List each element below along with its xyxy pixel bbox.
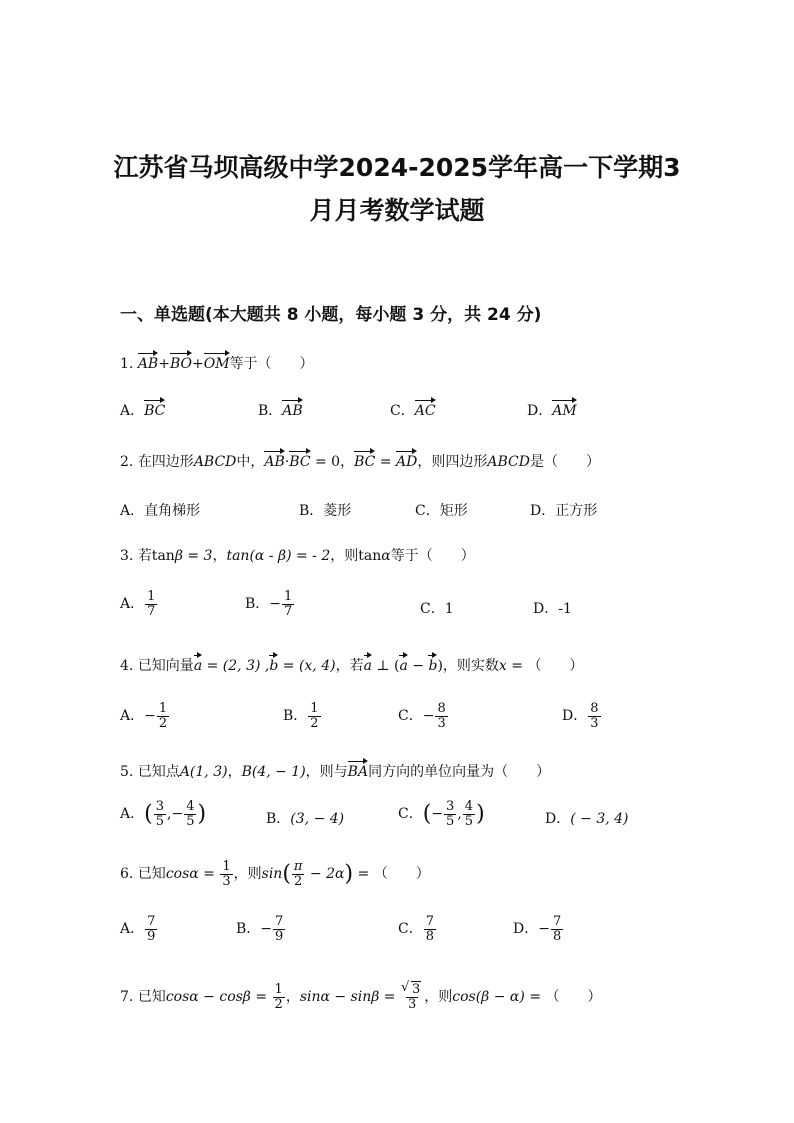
- option-1b: B．AB: [258, 397, 303, 420]
- option-2a: A．直角梯形: [120, 503, 201, 519]
- vector-bc: BC: [144, 397, 165, 419]
- option-5d: D．( − 3, 4): [545, 811, 629, 827]
- question-2: 2. 在四边形ABCD中，AB·BC = 0，BC = AD，则四边形ABCD是（ ）: [120, 448, 600, 471]
- option-2d: D．正方形: [530, 503, 598, 519]
- vector-ac: AC: [415, 397, 436, 419]
- question-5: 5. 已知点A(1, 3)，B(4, − 1)，则与BA同方向的单位向量为（ ）: [120, 758, 550, 781]
- option-4d: D． $\frac{8}{3}$: [562, 701, 599, 731]
- question-stem: 等于（ ）: [229, 356, 314, 372]
- option-4c: C．− $\frac{8}{3}$: [398, 701, 446, 731]
- question-number: 1.: [120, 356, 134, 372]
- option-4b: B． $\frac{1}{2}$: [283, 701, 319, 731]
- option-1a: A．BC: [120, 397, 165, 420]
- document-title-line1: 江苏省马坝高级中学2024-2025学年高一下学期3: [113, 153, 681, 182]
- option-5a: A．( $\frac{3}{5}$ ,− $\frac{4}{5}$ ): [120, 799, 207, 829]
- question-6: 6. 已知cosα = $\frac{1}{3}$ ，则sin( $\frac{\pi}{2}$ − 2α) = （ ）: [120, 859, 430, 889]
- option-3a: A． $\frac{1}{7}$: [120, 589, 156, 619]
- option-5b: B．(3, − 4): [266, 811, 345, 827]
- vector-ab: AB: [138, 350, 158, 372]
- option-6d: D．− $\frac{7}{8}$: [513, 914, 562, 944]
- vector-am: AM: [552, 397, 576, 419]
- vector-ab: AB: [282, 397, 302, 419]
- option-6b: B．− $\frac{7}{9}$: [236, 914, 284, 944]
- option-3b: B．− $\frac{1}{7}$: [245, 589, 293, 619]
- option-5c: C．(− $\frac{3}{5}$ , $\frac{4}{5}$ ): [398, 799, 485, 829]
- option-6c: C． $\frac{7}{8}$: [398, 914, 434, 944]
- question-7: 7. 已知cosα − cosβ = $\frac{1}{2}$ ，sinα − sinβ = √ $\frac{3}{3}$ ，则cos(β − α) = （ ）: [120, 983, 601, 1011]
- vector-om: OM: [204, 350, 230, 372]
- option-6a: A． $\frac{7}{9}$: [120, 914, 156, 944]
- option-2c: C．矩形: [415, 503, 468, 519]
- question-1: 1. AB+BO+OM等于（ ）: [120, 350, 314, 373]
- option-1c: C．AC: [390, 397, 436, 420]
- vector-bo: BO: [170, 350, 192, 372]
- section-heading: 一、单选题(本大题共 8 小题，每小题 3 分，共 24 分): [120, 305, 542, 325]
- question-3: 3. 若tanβ = 3，tan(α - β) = - 2，则tanα等于（ ）: [120, 548, 475, 564]
- document-title-line2: 月月考数学试题: [309, 196, 485, 225]
- option-3c: C．1: [420, 601, 454, 617]
- question-4: 4. 已知向量a = (2, 3) ,b = (x, 4)，若a ⊥ (a − b)，则实数x = （ ）: [120, 652, 583, 675]
- option-2b: B．菱形: [299, 503, 352, 519]
- option-1d: D．AM: [527, 397, 577, 420]
- option-4a: A．− $\frac{1}{2}$: [120, 701, 168, 731]
- option-3d: D．-1: [533, 601, 572, 617]
